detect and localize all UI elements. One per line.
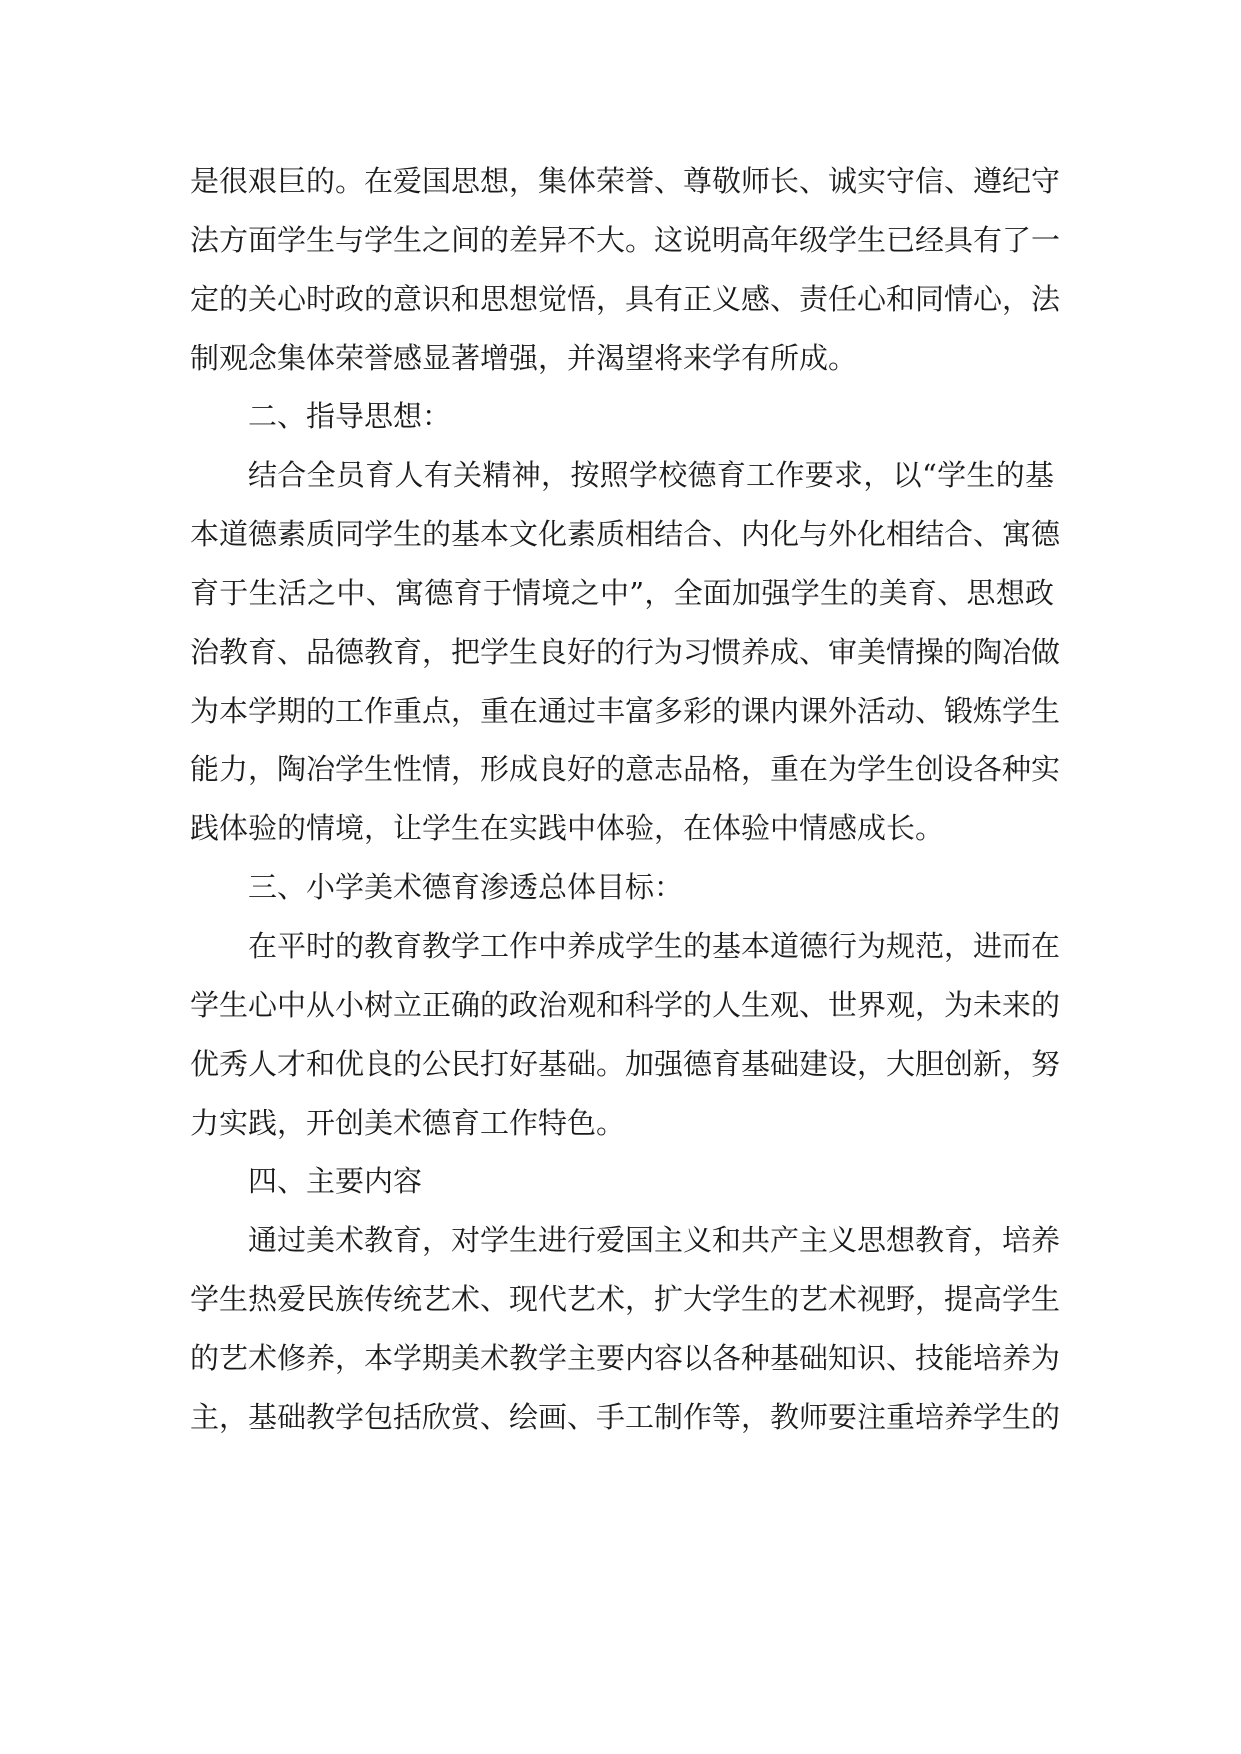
paragraph-overall-goal (190, 917, 1061, 1152)
text-line: 治教育、品德教育，把学生良好的行为习惯养成、审美情操的陶冶做 (190, 634, 1061, 669)
heading-text: 三、小学美术德育渗透总体目标： (248, 870, 684, 905)
heading-text: 四、主要内容 (248, 1164, 423, 1199)
text-line: 主，基础教学包括欣赏、绘画、手工制作等，教师要注重培养学生的 (190, 1399, 1061, 1434)
paragraph-main-content (190, 1211, 1061, 1446)
text-line: 定的关心时政的意识和思想觉悟，具有正义感、责任心和同情心，法 (190, 281, 1061, 316)
paragraph-student-analysis (190, 152, 1061, 387)
text-line: 践体验的情境，让学生在实践中体验，在体验中情感成长。 (190, 811, 945, 846)
heading-text: 二、指导思想： (248, 399, 452, 434)
text-line: 本道德素质同学生的基本文化素质相结合、内化与外化相结合、寓德 (190, 517, 1061, 552)
text-line: 法方面学生与学生之间的差异不大。这说明高年级学生已经具有了一 (190, 222, 1061, 257)
text-line: 学生热爱民族传统艺术、现代艺术，扩大学生的艺术视野，提高学生 (190, 1282, 1061, 1317)
text-line: 力实践，开创美术德育工作特色。 (190, 1105, 626, 1140)
text-line: 制观念集体荣誉感显著增强，并渴望将来学有所成。 (190, 340, 858, 375)
text-line: 学生心中从小树立正确的政治观和科学的人生观、世界观，为未来的 (190, 987, 1061, 1022)
text-line: 通过美术教育，对学生进行爱国主义和共产主义思想教育，培养 (248, 1223, 1061, 1258)
text-line: 育于生活之中、寓德育于情境之中”，全面加强学生的美育、思想政 (190, 575, 1054, 610)
section-heading-main-content (190, 1152, 1054, 1211)
section-heading-overall-goal (190, 858, 1054, 917)
paragraph-guiding-ideology (190, 446, 1061, 858)
text-line: 在平时的教育教学工作中养成学生的基本道德行为规范，进而在 (248, 928, 1061, 963)
text-line: 结合全员育人有关精神，按照学校德育工作要求，以“学生的基 (248, 458, 1054, 493)
section-heading-guiding-ideology (190, 387, 1054, 446)
document-body (190, 152, 1061, 1447)
text-line: 的艺术修养，本学期美术教学主要内容以各种基础知识、技能培养为 (190, 1340, 1061, 1375)
text-line: 能力，陶冶学生性情，形成良好的意志品格，重在为学生创设各种实 (190, 752, 1061, 787)
text-line: 是很艰巨的。在爱国思想，集体荣誉、尊敬师长、诚实守信、遵纪守 (190, 164, 1061, 198)
text-line: 优秀人才和优良的公民打好基础。加强德育基础建设，大胆创新，努 (190, 1046, 1061, 1081)
text-line: 为本学期的工作重点，重在通过丰富多彩的课内课外活动、锻炼学生 (190, 693, 1061, 728)
